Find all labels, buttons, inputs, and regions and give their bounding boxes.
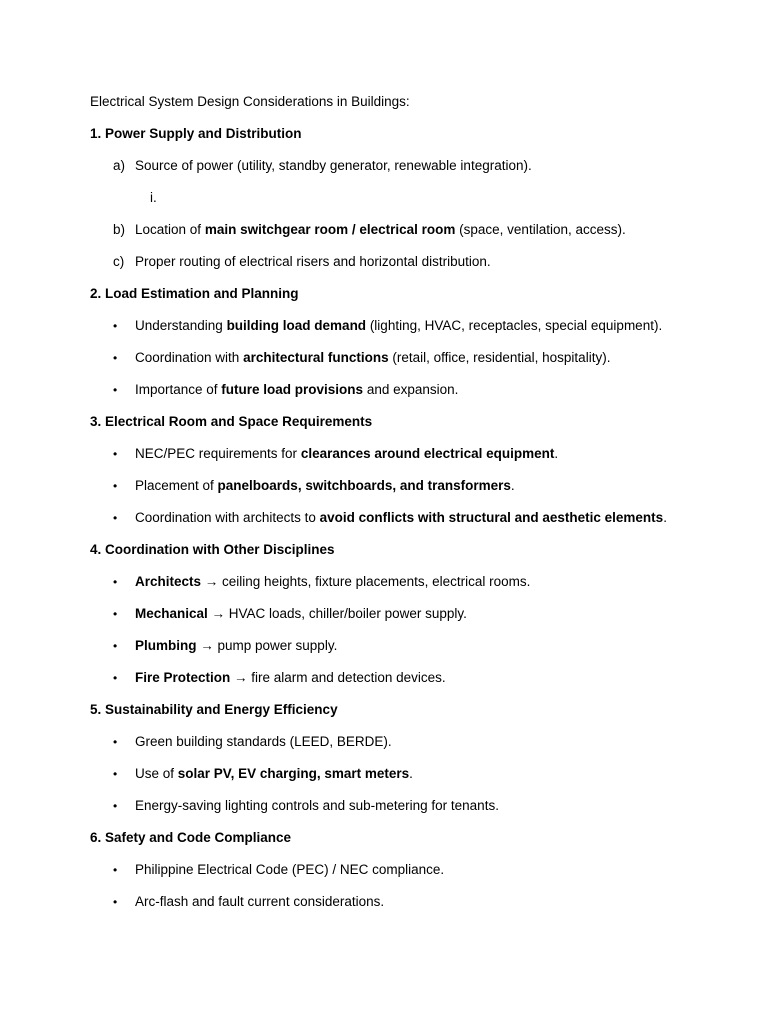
item-text: Philippine Electrical Code (PEC) / NEC compliance. bbox=[135, 862, 445, 877]
item-emphasis: Architects bbox=[135, 574, 202, 589]
bullet-icon: • bbox=[113, 351, 118, 365]
section-heading: 5. Sustainability and Energy Efficiency bbox=[90, 702, 338, 717]
bullet-icon: • bbox=[113, 511, 118, 525]
list-marker: i. bbox=[150, 190, 157, 205]
bullet-icon: • bbox=[113, 479, 118, 493]
item-text: Coordination with architects to bbox=[135, 510, 320, 525]
item-emphasis: clearances around electrical equipment bbox=[300, 446, 555, 461]
item-emphasis: avoid conflicts with structural and aesthetic elements bbox=[319, 510, 664, 525]
list-item bbox=[135, 637, 337, 655]
item-emphasis: Plumbing bbox=[135, 638, 197, 653]
item-text: (lighting, HVAC, receptacles, special equipment). bbox=[366, 318, 663, 333]
list-marker: c) bbox=[113, 254, 125, 269]
item-text: Energy-saving lighting controls and sub-metering for tenants. bbox=[135, 798, 499, 813]
list-item bbox=[135, 509, 667, 527]
list-item bbox=[135, 349, 610, 367]
item-text: (retail, office, residential, hospitality). bbox=[388, 350, 611, 365]
section-heading: 2. Load Estimation and Planning bbox=[90, 286, 299, 301]
item-text: Location of bbox=[135, 222, 205, 237]
bullet-icon: • bbox=[113, 383, 118, 397]
bullet-icon: • bbox=[113, 735, 118, 749]
bullet-icon: • bbox=[113, 639, 118, 653]
item-emphasis: Fire Protection bbox=[135, 670, 231, 685]
list-item bbox=[135, 477, 515, 495]
list-item bbox=[135, 733, 392, 751]
list-item bbox=[135, 861, 444, 879]
list-marker: a) bbox=[113, 158, 126, 173]
item-text: → fire alarm and detection devices. bbox=[230, 670, 446, 685]
item-emphasis: solar PV, EV charging, smart meters bbox=[177, 766, 410, 781]
item-text: . bbox=[409, 766, 413, 781]
item-text: Coordination with bbox=[135, 350, 244, 365]
item-text: → pump power supply. bbox=[196, 638, 338, 653]
list-item bbox=[135, 765, 413, 783]
bullet-icon: • bbox=[113, 863, 118, 877]
list-item bbox=[135, 317, 662, 335]
section-heading: 4. Coordination with Other Disciplines bbox=[90, 542, 335, 557]
item-text: → ceiling heights, fixture placements, electrical rooms. bbox=[201, 574, 531, 589]
item-emphasis: building load demand bbox=[226, 318, 367, 333]
list-item bbox=[135, 221, 626, 239]
item-text: . bbox=[554, 446, 559, 461]
item-text: → HVAC loads, chiller/boiler power supply. bbox=[207, 606, 467, 621]
list-item bbox=[135, 573, 530, 591]
item-text: NEC/PEC requirements for bbox=[135, 446, 301, 461]
bullet-icon: • bbox=[113, 575, 118, 589]
list-item bbox=[135, 381, 458, 399]
item-text: Use of bbox=[135, 766, 178, 781]
list-item bbox=[135, 893, 384, 911]
bullet-icon: • bbox=[113, 447, 118, 461]
item-text: and expansion. bbox=[363, 382, 459, 397]
item-text: Arc-flash and fault current considerations. bbox=[135, 894, 385, 909]
item-emphasis: architectural functions bbox=[243, 350, 389, 365]
item-emphasis: Mechanical bbox=[135, 606, 208, 621]
bullet-icon: • bbox=[113, 895, 118, 909]
item-text: Placement of bbox=[135, 478, 218, 493]
item-text: Source of power (utility, standby generator, renewable integration). bbox=[135, 158, 532, 173]
list-item bbox=[135, 605, 467, 623]
list-item bbox=[135, 157, 532, 175]
item-emphasis: future load provisions bbox=[221, 382, 364, 397]
section-heading: 3. Electrical Room and Space Requirements bbox=[90, 414, 373, 429]
item-emphasis: main switchgear room / electrical room bbox=[204, 222, 456, 237]
section-heading: 6. Safety and Code Compliance bbox=[90, 830, 292, 845]
list-item bbox=[135, 445, 558, 463]
list-item bbox=[135, 797, 499, 815]
item-text: (space, ventilation, access). bbox=[455, 222, 626, 237]
document-title: Electrical System Design Considerations in Buildings: bbox=[90, 94, 410, 109]
list-item bbox=[135, 253, 491, 271]
bullet-icon: • bbox=[113, 319, 118, 333]
item-text: . bbox=[510, 478, 515, 493]
bullet-icon: • bbox=[113, 607, 118, 621]
bullet-icon: • bbox=[113, 671, 118, 685]
list-marker: b) bbox=[113, 222, 126, 237]
item-emphasis: panelboards, switchboards, and transformers bbox=[217, 478, 511, 493]
bullet-icon: • bbox=[113, 799, 118, 813]
item-text: Proper routing of electrical risers and horizontal distribution. bbox=[135, 254, 491, 269]
item-text: Understanding bbox=[135, 318, 227, 333]
item-text: . bbox=[663, 510, 667, 525]
bullet-icon: • bbox=[113, 767, 118, 781]
item-text: Green building standards (LEED, BERDE). bbox=[135, 734, 392, 749]
item-text: Importance of bbox=[135, 382, 222, 397]
section-heading: 1. Power Supply and Distribution bbox=[90, 126, 302, 141]
list-item bbox=[135, 669, 446, 687]
